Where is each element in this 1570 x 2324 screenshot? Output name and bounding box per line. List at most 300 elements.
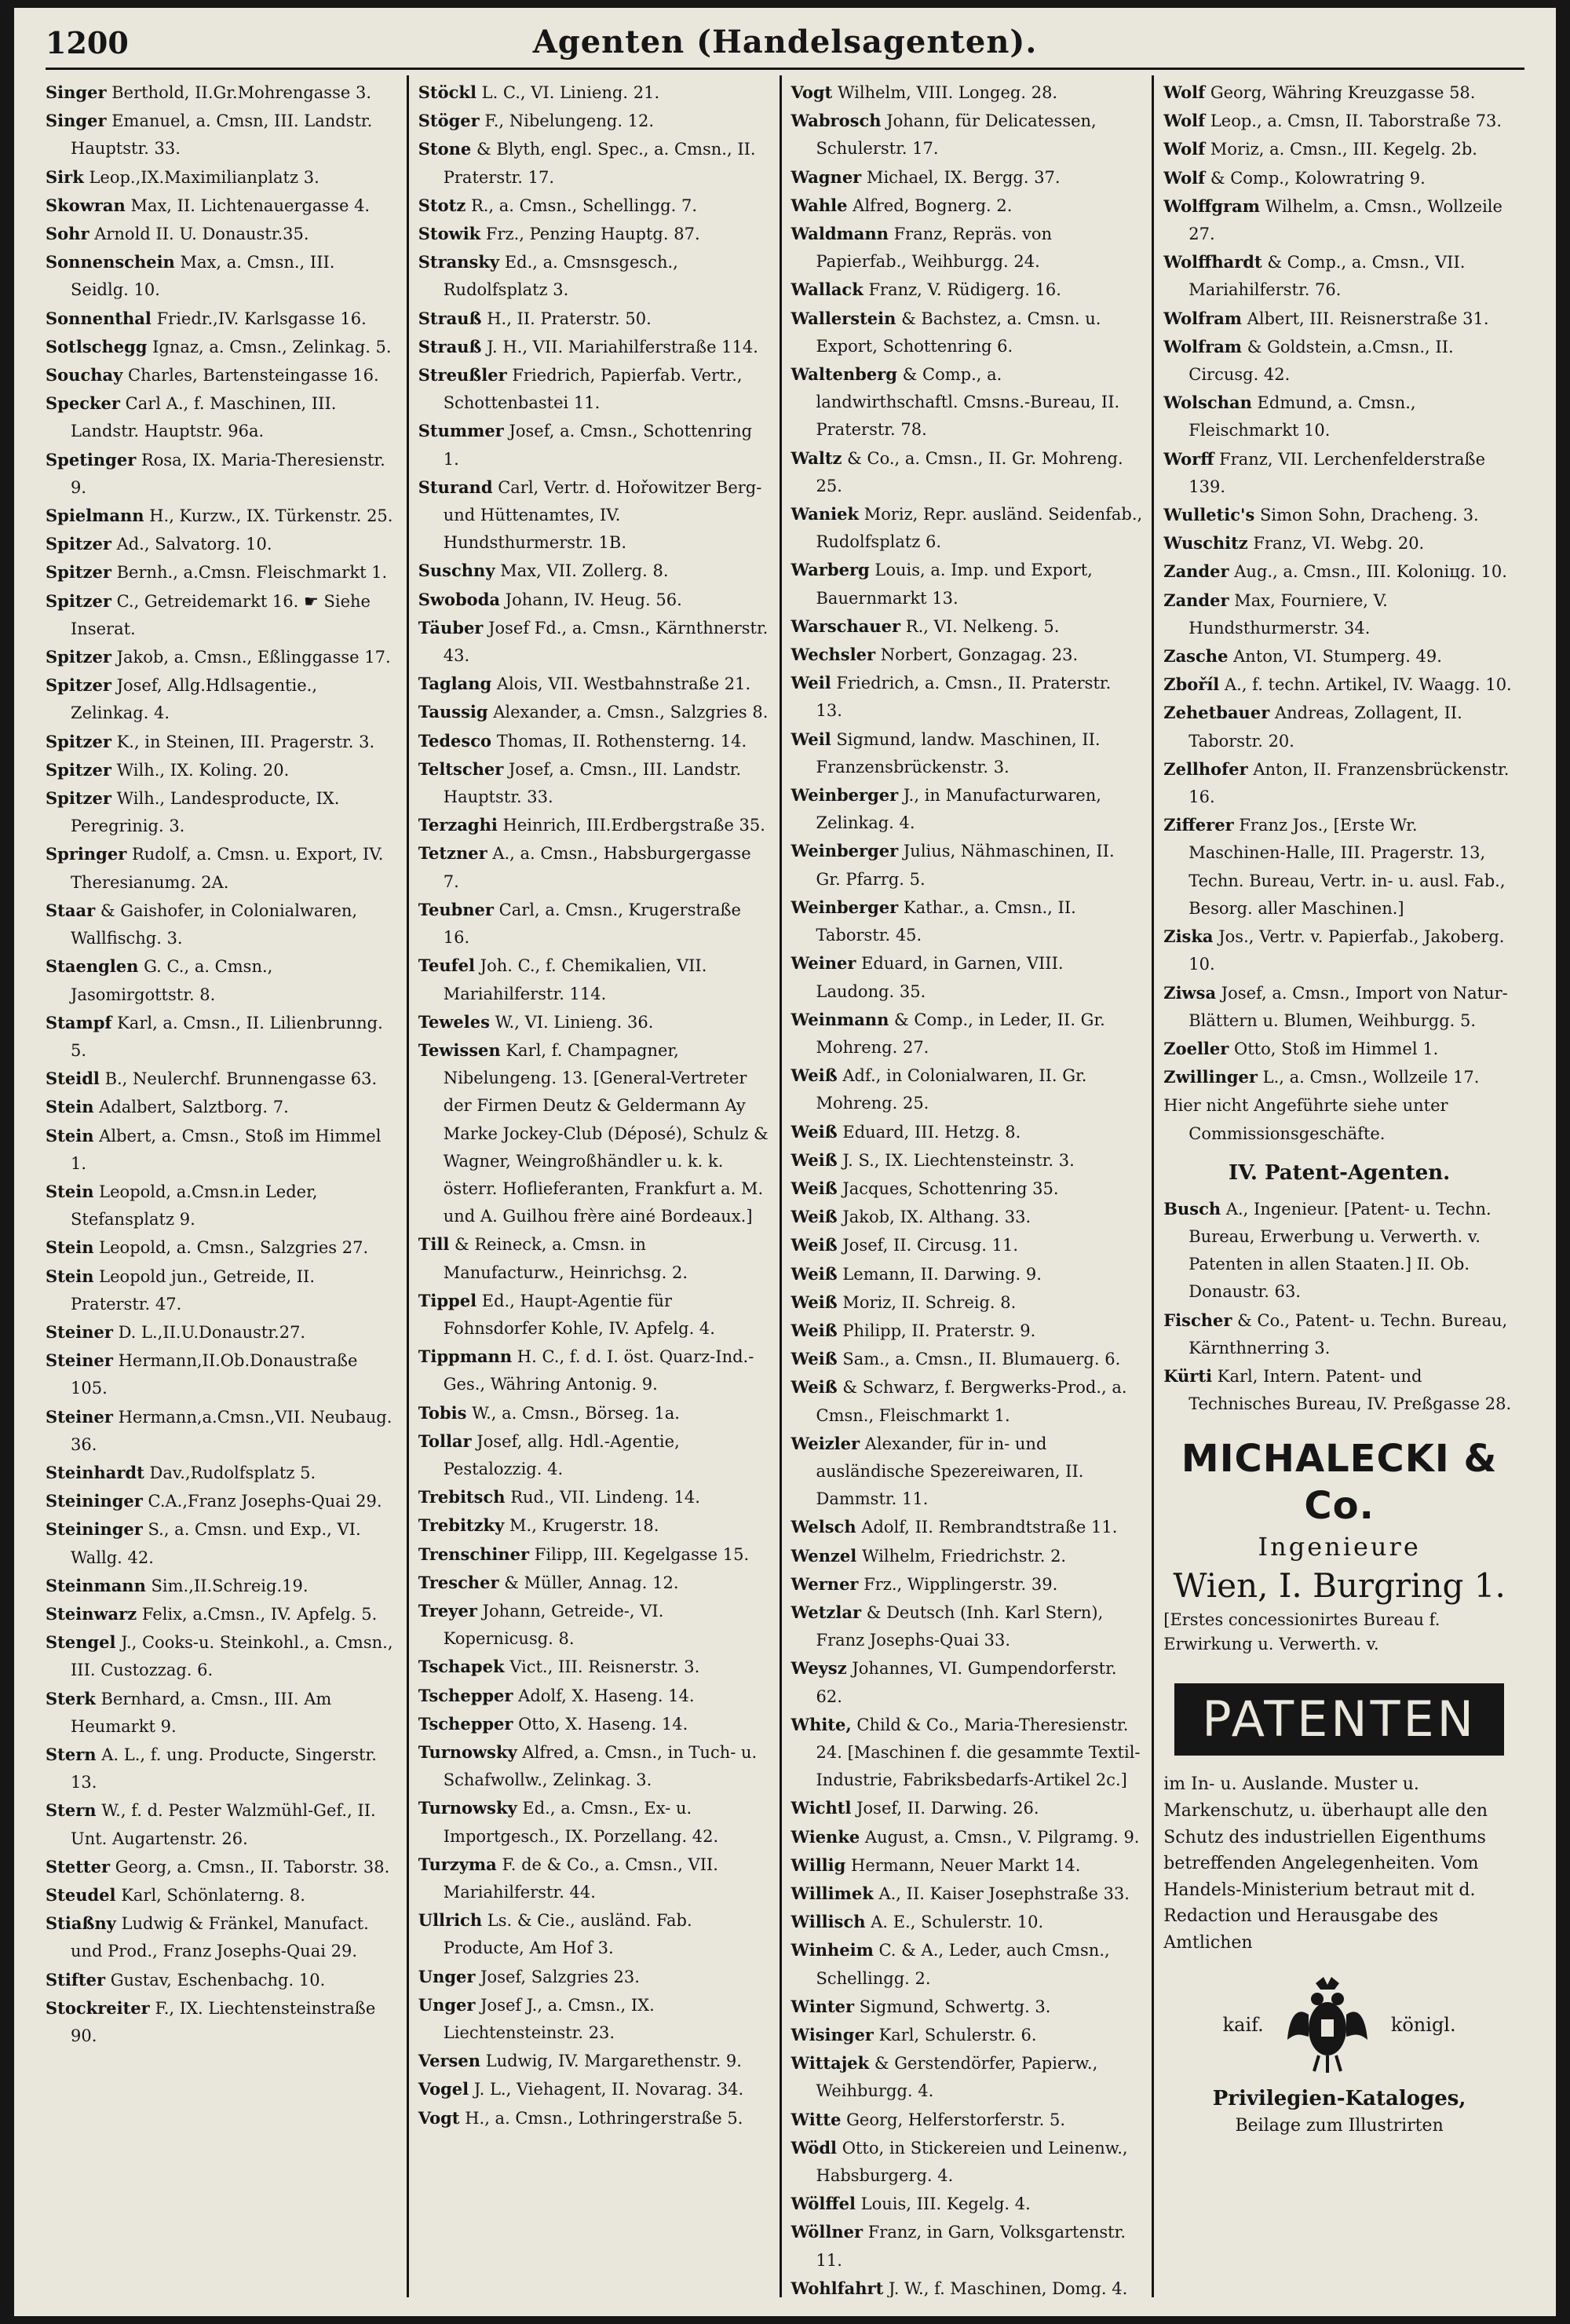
directory-entry	[46, 1628, 397, 1684]
entry-name: Stern	[46, 1744, 97, 1764]
entry-details: Friedrich, Papierfab. Vertr., Schottenbastei 11.	[443, 366, 743, 413]
entry-name: Tobis	[418, 1402, 467, 1423]
entry-name: Turnowsky	[418, 1798, 517, 1818]
column-3	[780, 75, 1152, 2297]
directory-entry	[791, 1203, 1143, 1231]
entry-details: & Comp., a. Cmsn., VII. Mariahilferstr. 76.	[1188, 253, 1466, 300]
entry-details: Child & Co., Maria-Theresienstr. 24. [Maschinen f. die gesammte Textil-Industrie, Fabriksbedarfs-Artikel 2c.]	[816, 1715, 1141, 1790]
crest-row	[1163, 1974, 1515, 2076]
directory-entry	[418, 1511, 770, 1540]
entry-name: Weil	[790, 673, 831, 693]
entry-details: Eduard, III. Hetzg. 8.	[842, 1122, 1021, 1142]
entry-details: K., in Steinen, III. Pragerstr. 3.	[116, 732, 375, 751]
entry-name: Wolschan	[1163, 393, 1252, 413]
entry-name: Singer	[46, 82, 107, 102]
entry-details: W., a. Cmsn., Börseg. 1a.	[472, 1403, 680, 1423]
entry-name: Steiner	[46, 1321, 113, 1342]
entry-details: & Gaishofer, in Colonialwaren, Wallfischg. 3.	[71, 901, 358, 948]
entry-details: H., II. Praterstr. 50.	[487, 309, 652, 328]
directory-entry	[791, 500, 1143, 556]
directory-entry	[791, 1794, 1143, 1822]
directory-entry	[418, 1287, 770, 1343]
entry-details: Louis, III. Kegelg. 4.	[860, 2194, 1031, 2214]
entry-details: Ludwig & Fränkel, Manufact. und Prod., Franz Josephs-Quai 29.	[71, 1914, 369, 1961]
directory-entry	[46, 1966, 397, 1994]
entry-name: Weiß	[790, 1235, 838, 1255]
directory-entry	[418, 1794, 770, 1850]
entry-name: Tollar	[418, 1431, 472, 1451]
directory-entry	[46, 558, 397, 586]
directory-entry	[791, 360, 1143, 444]
entry-details: Carl A., f. Maschinen, III. Landstr. Hauptstr. 96a.	[71, 394, 337, 441]
directory-entry	[418, 698, 770, 726]
entry-details: Carl, Vertr. d. Hořowitzer Berg- und Hüttenamtes, IV. Hundsthurmerstr. 1B.	[443, 477, 762, 553]
directory-entry	[791, 612, 1143, 641]
entry-name: Zander	[1163, 590, 1229, 610]
directory-entry	[46, 784, 397, 840]
entry-details: Adalbert, Salztborg. 7.	[99, 1098, 289, 1117]
entry-name: Wabrosch	[790, 111, 882, 131]
entry-details: Karl, Schönlaterng. 8.	[121, 1886, 305, 1905]
entry-details: Ed., Haupt-Agentie für Fohnsdorfer Kohle, IV. Apfelg. 4.	[443, 1291, 715, 1338]
entry-name: Trescher	[418, 1572, 499, 1592]
directory-entry	[1163, 445, 1515, 501]
entry-details: Jacques, Schottenring 35.	[842, 1178, 1059, 1198]
directory-entry	[46, 840, 397, 896]
directory-entry	[46, 1685, 397, 1741]
entry-name: Wolf	[1163, 139, 1206, 159]
entry-name: Specker	[46, 393, 120, 414]
entry-details: Sigmund, Schwertg. 3.	[859, 1997, 1051, 2016]
directory-entry	[418, 2104, 770, 2132]
entry-details: Franz Jos., [Erste Wr. Maschinen-Halle, III. Pragerstr. 13, Techn. Bureau, Vertr. in- u. ausl. Fab., Besorg. aller Maschinen.]	[1188, 816, 1506, 918]
directory-entry	[791, 192, 1143, 220]
entry-name: Turnowsky	[418, 1741, 517, 1762]
entry-name: Steininger	[46, 1491, 143, 1511]
directory-entry	[791, 444, 1143, 500]
entry-details: Alexander, für in- und ausländische Spezereiwaren, II. Dammstr. 11.	[816, 1434, 1084, 1509]
entry-name: Zasche	[1163, 646, 1229, 667]
directory-entry	[46, 728, 397, 756]
directory-entry	[418, 586, 770, 614]
directory-entry	[46, 1318, 397, 1347]
entry-details: Friedr.,IV. Karlsgasse 16.	[156, 309, 367, 328]
section-heading-patent-agents: IV. Patent-Agenten.	[1229, 1160, 1451, 1185]
directory-entry	[791, 1936, 1143, 1992]
entry-name: Tschepper	[418, 1713, 513, 1734]
entry-details: Jakob, IX. Althang. 33.	[842, 1208, 1031, 1227]
entry-details: Georg, a. Cmsn., II. Taborstr. 38.	[115, 1857, 390, 1876]
entry-name: Weysz	[790, 1658, 847, 1679]
entry-details: Max, Fourniere, V. Hundsthurmerstr. 34.	[1188, 590, 1388, 638]
entry-name: Till	[418, 1234, 450, 1255]
entry-name: Steiner	[46, 1350, 113, 1371]
entry-details: Leop.,IX.Maximilianplatz 3.	[89, 167, 319, 187]
entry-details: Johann, für Delicatessen, Schulerstr. 17.	[816, 111, 1097, 159]
entry-name: Spielmann	[46, 506, 144, 526]
directory-entry	[1163, 1035, 1515, 1063]
entry-name: Vogt	[418, 2107, 460, 2128]
entry-details: Max, II. Lichtenauergasse 4.	[130, 195, 371, 215]
directory-entry	[1163, 107, 1515, 135]
entry-details: Franz, VII. Lerchenfelderstraße 139.	[1188, 449, 1486, 496]
directory-entry	[791, 2218, 1143, 2274]
entry-name: Wolf	[1163, 82, 1206, 102]
directory-entry	[46, 952, 397, 1008]
entry-name: Weiß	[790, 1065, 838, 1086]
entry-name: Vogt	[790, 82, 833, 102]
entry-details: Joh. C., f. Chemikalien, VII. Mariahilferstr. 114.	[443, 956, 707, 1003]
entry-name: Staar	[46, 900, 96, 920]
entry-details: Anton, II. Franzensbrückenstr. 16.	[1188, 759, 1510, 807]
entry-name: Willisch	[790, 1912, 866, 1932]
entry-details: & Gerstendörfer, Papierw., Weihburgg. 4.	[816, 2054, 1098, 2101]
directory-entry	[791, 1146, 1143, 1175]
directory-entry	[791, 1062, 1143, 1117]
directory-entry	[46, 1572, 397, 1600]
entry-details: Moriz, II. Schreig. 8.	[842, 1292, 1017, 1312]
directory-entry	[46, 1347, 397, 1402]
entry-name: Terzaghi	[418, 815, 498, 835]
directory-entry	[791, 1851, 1143, 1880]
directory-entry	[791, 1231, 1143, 1259]
entry-details: W., f. d. Pester Walzmühl-Gef., II. Unt. Augartenstr. 26.	[71, 1801, 376, 1848]
entry-name: Zehetbauer	[1163, 703, 1270, 723]
directory-entry	[1163, 1306, 1515, 1362]
entry-details: Max, VII. Zollerg. 8.	[500, 561, 669, 581]
entry-details: Wilhelm, a. Cmsn., Wollzeile 27.	[1188, 196, 1502, 244]
directory-entry	[418, 811, 770, 839]
entry-name: Zellhofer	[1163, 758, 1248, 779]
entry-name: Busch	[1163, 1198, 1221, 1219]
entry-details: Leopold jun., Getreide, II. Praterstr. 47.	[71, 1266, 316, 1314]
entry-details: Michael, IX. Bergg. 37.	[866, 167, 1061, 187]
entry-name: Weinberger	[790, 897, 899, 917]
entry-details: Kathar., a. Cmsn., II. Taborstr. 45.	[816, 897, 1076, 945]
directory-entry	[791, 781, 1143, 837]
entry-name: Steiner	[46, 1406, 113, 1427]
entry-name: Stein	[46, 1097, 94, 1117]
entry-name: Souchay	[46, 365, 123, 386]
entry-name: Strauß	[418, 336, 482, 356]
directory-entry	[1163, 305, 1515, 333]
entry-details: Anton, VI. Stumperg. 49.	[1233, 647, 1442, 667]
entry-details: J. L., Viehagent, II. Novarag. 34.	[473, 2080, 744, 2099]
directory-page	[14, 8, 1556, 2316]
directory-entry	[791, 163, 1143, 192]
entry-name: Weiß	[790, 1349, 838, 1369]
entry-name: Waldmann	[790, 224, 889, 244]
directory-entry	[418, 220, 770, 248]
entry-name: Wolfram	[1163, 308, 1243, 328]
directory-entry	[46, 1853, 397, 1881]
patent-agent-entries	[1163, 1195, 1515, 1419]
entry-name: Wolf	[1163, 167, 1206, 188]
entry-name: Wetzlar	[790, 1602, 862, 1622]
entry-details: R., VI. Nelkeng. 5.	[905, 616, 1060, 636]
directory-entry	[46, 361, 397, 389]
entry-name: Stöckl	[418, 82, 476, 102]
directory-entry	[46, 1909, 397, 1965]
entry-name: Zboříl	[1163, 674, 1220, 695]
entry-details: Dav.,Rudolfsplatz 5.	[149, 1463, 316, 1482]
directory-entry	[791, 1880, 1143, 1908]
entry-name: Welsch	[790, 1517, 856, 1537]
entry-details: Julius, Nähmaschinen, II. Gr. Pfarrg. 5.	[816, 842, 1115, 889]
directory-entry	[418, 361, 770, 417]
directory-entry	[1163, 333, 1515, 389]
directory-entry	[418, 839, 770, 895]
entry-details: A. L., f. ung. Producte, Singerstr. 13.	[71, 1745, 377, 1792]
entry-name: Wolfram	[1163, 336, 1243, 356]
entry-name: Unger	[418, 1966, 476, 1986]
entry-name: Sonnenthal	[46, 308, 152, 328]
entry-name: Witte	[790, 2109, 842, 2129]
entry-details: & Comp., in Leder, II. Gr. Mohreng. 27.	[816, 1010, 1105, 1057]
entry-details: Felix, a.Cmsn., IV. Apfelg. 5.	[141, 1604, 378, 1624]
entry-name: Spitzer	[46, 590, 111, 611]
directory-entry	[46, 389, 397, 445]
entry-details: Aug., a. Cmsn., III. Koloniцg. 10.	[1234, 562, 1507, 582]
entry-name: Weiß	[790, 1178, 838, 1198]
directory-entry	[418, 952, 770, 1007]
directory-entry	[46, 192, 397, 220]
entry-details: Alois, VII. Westbahnstraße 21.	[496, 674, 751, 694]
directory-entry	[46, 220, 397, 248]
entry-details: Frz., Penzing Hauptg. 87.	[485, 225, 700, 244]
directory-entry	[46, 1403, 397, 1459]
entry-details: J. W., f. Maschinen, Domg. 4.	[888, 2278, 1128, 2297]
entry-name: Stifter	[46, 1969, 106, 1990]
directory-entry	[791, 669, 1143, 725]
entry-details: & Deutsch (Inh. Karl Stern), Franz Josephs-Quai 33.	[816, 1602, 1104, 1650]
entry-details: Johann, IV. Heug. 56.	[505, 590, 682, 609]
entry-details: Josef, a. Cmsn., Schottenring 1.	[443, 422, 753, 469]
entry-name: Stein	[46, 1125, 94, 1146]
entry-details: Hermann,a.Cmsn.,VII. Neubaug. 36.	[71, 1407, 392, 1454]
entry-details: Johannes, VI. Gumpendorferstr. 62.	[816, 1659, 1117, 1706]
directory-columns	[46, 75, 1524, 2297]
entry-name: Turzyma	[418, 1854, 497, 1874]
entry-details: Alfred, Bognerg. 2.	[853, 195, 1013, 215]
entry-details: Simon Sohn, Dracheng. 3.	[1259, 506, 1479, 525]
directory-entry	[418, 1427, 770, 1483]
entry-name: Tetzner	[418, 843, 487, 864]
entry-name: Vogel	[418, 2079, 469, 2099]
column-1	[46, 75, 407, 2297]
directory-entry	[791, 556, 1143, 612]
entry-details: Bernh., a.Cmsn. Fleischmarkt 1.	[116, 563, 388, 583]
entry-details: B., Neulerchf. Brunnengasse 63.	[104, 1069, 378, 1089]
directory-entry	[46, 163, 397, 192]
entry-details: C. & A., Leder, auch Cmsn., Schellingg. 2.	[816, 1941, 1110, 1988]
directory-entry	[791, 1908, 1143, 1936]
directory-entry	[791, 1513, 1143, 1541]
entry-name: Weiß	[790, 1320, 838, 1340]
entry-details: Jos., Vertr. v. Papierfab., Jakoberg. 10.	[1188, 927, 1505, 974]
entry-details: Adolf, II. Rembrandtstraße 11.	[861, 1518, 1118, 1537]
entry-name: Treyer	[418, 1600, 477, 1621]
advert-text: [Erstes concessionirtes Bureau f. Erwirkung u. Verwerth. v.	[1163, 1610, 1440, 1654]
entry-details: & Müller, Annag. 12.	[504, 1573, 679, 1592]
directory-entry	[46, 1009, 397, 1065]
entry-details: Ls. & Cie., ausländ. Fab. Producte, Am Hof 3.	[443, 1911, 692, 1958]
entry-details: & Blyth, engl. Spec., a. Cmsn., II. Praterstr. 17.	[443, 140, 756, 187]
directory-entry	[418, 79, 770, 107]
entry-name: Wagner	[790, 166, 862, 187]
directory-entry	[418, 1036, 770, 1230]
directory-entry	[418, 1483, 770, 1511]
entry-name: Teubner	[418, 899, 494, 919]
directory-entry	[791, 949, 1143, 1005]
directory-entry	[1163, 1063, 1515, 1091]
entry-details: Georg, Währing Kreuzgasse 58.	[1210, 83, 1476, 102]
entry-details: Ignaz, a. Cmsn., Zelinkag. 5.	[152, 337, 392, 356]
entry-name: Waltz	[790, 448, 842, 468]
entry-details: Adf., in Colonialwaren, II. Gr. Mohreng. 25.	[816, 1066, 1087, 1113]
directory-entry	[418, 896, 770, 952]
entry-name: Winheim	[790, 1940, 874, 1960]
entry-details: Ad., Salvatorg. 10.	[116, 535, 272, 554]
directory-entry	[791, 276, 1143, 304]
entry-name: Wölffel	[790, 2194, 856, 2214]
entry-name: Teweles	[418, 1011, 490, 1032]
directory-entry	[418, 417, 770, 473]
directory-entry	[46, 530, 397, 558]
directory-entry	[418, 305, 770, 333]
directory-entry	[791, 641, 1143, 669]
entry-details: Franz, V. Rüdigerg. 16.	[868, 280, 1061, 300]
entry-details: D. L.,II.U.Donaustr.27.	[118, 1322, 306, 1342]
entry-details: Edmund, a. Cmsn., Fleischmarkt 10.	[1188, 393, 1416, 440]
entry-details: & Goldstein, a.Cmsn., II. Circusg. 42.	[1188, 337, 1454, 385]
entry-details: L. C., VI. Linieng. 21.	[481, 83, 660, 102]
directory-entry	[791, 1345, 1143, 1373]
entry-details: A., a. Cmsn., Habsburgergasse 7.	[443, 844, 751, 891]
directory-entry	[791, 1823, 1143, 1851]
directory-entry	[1163, 671, 1515, 699]
patenten-banner: PATENTEN	[1174, 1683, 1504, 1756]
entry-name: Zoeller	[1163, 1038, 1229, 1058]
advert-michalecki	[1163, 1435, 1515, 1657]
entry-details: Johann, Getreide-, VI. Kopernicusg. 8.	[443, 1601, 664, 1649]
directory-entry	[46, 1796, 397, 1852]
entry-name: Stockreiter	[46, 1997, 150, 2018]
directory-entry	[46, 1262, 397, 1318]
entry-name: Wahle	[790, 195, 848, 215]
entry-name: Wisinger	[790, 2025, 874, 2045]
entry-details: Leopold, a. Cmsn., Salzgries 27.	[99, 1238, 369, 1258]
entry-details: Norbert, Gonzagag. 23.	[880, 645, 1079, 665]
entry-details: Moriz, Repr. ausländ. Seidenfab., Rudolfsplatz 6.	[816, 505, 1143, 552]
entry-name: Wittajek	[790, 2053, 870, 2074]
directory-entry	[791, 1260, 1143, 1288]
entry-name: Tschepper	[418, 1685, 513, 1705]
crest-left-label: kaif.	[1222, 2013, 1264, 2036]
entry-details: M., Krugerstr. 18.	[509, 1516, 659, 1536]
entry-details: Josef, II. Darwing. 26.	[856, 1799, 1039, 1818]
entry-details: Franz, Repräs. von Papierfab., Weihburgg. 24.	[816, 225, 1053, 272]
entry-name: Tippmann	[418, 1347, 513, 1367]
directory-entry	[46, 107, 397, 163]
entry-details: Josef, Salzgries 23.	[480, 1967, 640, 1986]
directory-entry	[46, 1994, 397, 2050]
entry-name: Stampf	[46, 1012, 112, 1032]
directory-entry	[1163, 192, 1515, 248]
directory-entry	[418, 1008, 770, 1036]
entry-details: Alexander, a. Cmsn., Salzgries 8.	[493, 703, 769, 722]
directory-entry	[46, 1459, 397, 1487]
directory-entry	[418, 2047, 770, 2075]
entry-details: Otto, X. Haseng. 14.	[518, 1714, 688, 1734]
directory-entry	[418, 1399, 770, 1427]
directory-entry	[418, 727, 770, 755]
directory-entry	[1163, 164, 1515, 192]
privilegien-catalog-title: Privilegien-Kataloges,	[1212, 2086, 1466, 2110]
entry-name: Stöger	[418, 111, 480, 131]
entry-details: Max, a. Cmsn., III. Seidlg. 10.	[71, 253, 335, 300]
entry-details: Josef Fd., a. Cmsn., Kärnthnerstr. 43.	[443, 618, 769, 666]
entry-details: H. C., f. d. I. öst. Quarz-Ind.-Ges., Währing Antonig. 9.	[443, 1347, 754, 1394]
advert-title: MICHALECKI & Co.	[1181, 1437, 1498, 1529]
entry-name: Winter	[790, 1996, 855, 2016]
entry-name: White,	[790, 1714, 852, 1734]
directory-entry	[791, 2106, 1143, 2134]
entry-name: Taglang	[418, 674, 492, 694]
entry-details: Ed., a. Cmsnsgesch., Rudolfsplatz 3.	[443, 253, 678, 300]
entry-name: Steinwarz	[46, 1603, 137, 1624]
entry-details: J. H., VII. Mariahilferstraße 114.	[487, 337, 758, 356]
entry-name: Weil	[790, 729, 831, 749]
entry-name: Trebitzky	[418, 1515, 505, 1536]
entry-name: Wödl	[790, 2137, 838, 2158]
directory-entry	[46, 1122, 397, 1178]
directory-entry	[791, 893, 1143, 949]
entry-name: Weiß	[790, 1263, 838, 1284]
entry-name: Stein	[46, 1266, 94, 1286]
entry-details: Josef, allg. Hdl.-Agentie, Pestalozzig. 4.	[443, 1431, 680, 1478]
directory-entry	[791, 1542, 1143, 1570]
entry-name: Trebitsch	[418, 1487, 506, 1507]
entry-details: W., VI. Linieng. 36.	[495, 1012, 654, 1032]
entry-details: A., II. Kaiser Josephstraße 33.	[878, 1884, 1130, 1903]
entry-name: Trenschiner	[418, 1544, 530, 1564]
entry-name: Tewissen	[418, 1040, 501, 1060]
entry-name: Wienke	[790, 1826, 860, 1847]
directory-entry	[418, 1230, 770, 1286]
entry-name: Zander	[1163, 561, 1229, 582]
entry-name: Teltscher	[418, 758, 504, 779]
entry-name: Sotlschegg	[46, 336, 148, 356]
directory-entry	[418, 473, 770, 557]
entry-name: Stein	[46, 1237, 94, 1258]
directory-entry	[418, 333, 770, 361]
directory-entry	[46, 1178, 397, 1233]
directory-entry	[791, 1711, 1143, 1795]
entry-details: Filipp, III. Kegelgasse 15.	[534, 1544, 750, 1564]
privilegien-catalog-subtitle: Beilage zum Illustrirten	[1235, 2115, 1444, 2136]
entry-name: Singer	[46, 111, 107, 131]
entry-details: Arnold II. U. Donaustr.35.	[94, 225, 309, 244]
entry-name: Wohlfahrt	[790, 2278, 884, 2297]
directory-entry	[791, 1993, 1143, 2021]
entry-name: Teufel	[418, 956, 475, 976]
directory-entry	[1163, 811, 1515, 923]
directory-entry	[1163, 923, 1515, 978]
directory-entry	[46, 333, 397, 361]
entry-details: F. de & Co., a. Cmsn., VII. Mariahilferstr. 44.	[443, 1854, 718, 1902]
directory-entry	[46, 248, 397, 304]
